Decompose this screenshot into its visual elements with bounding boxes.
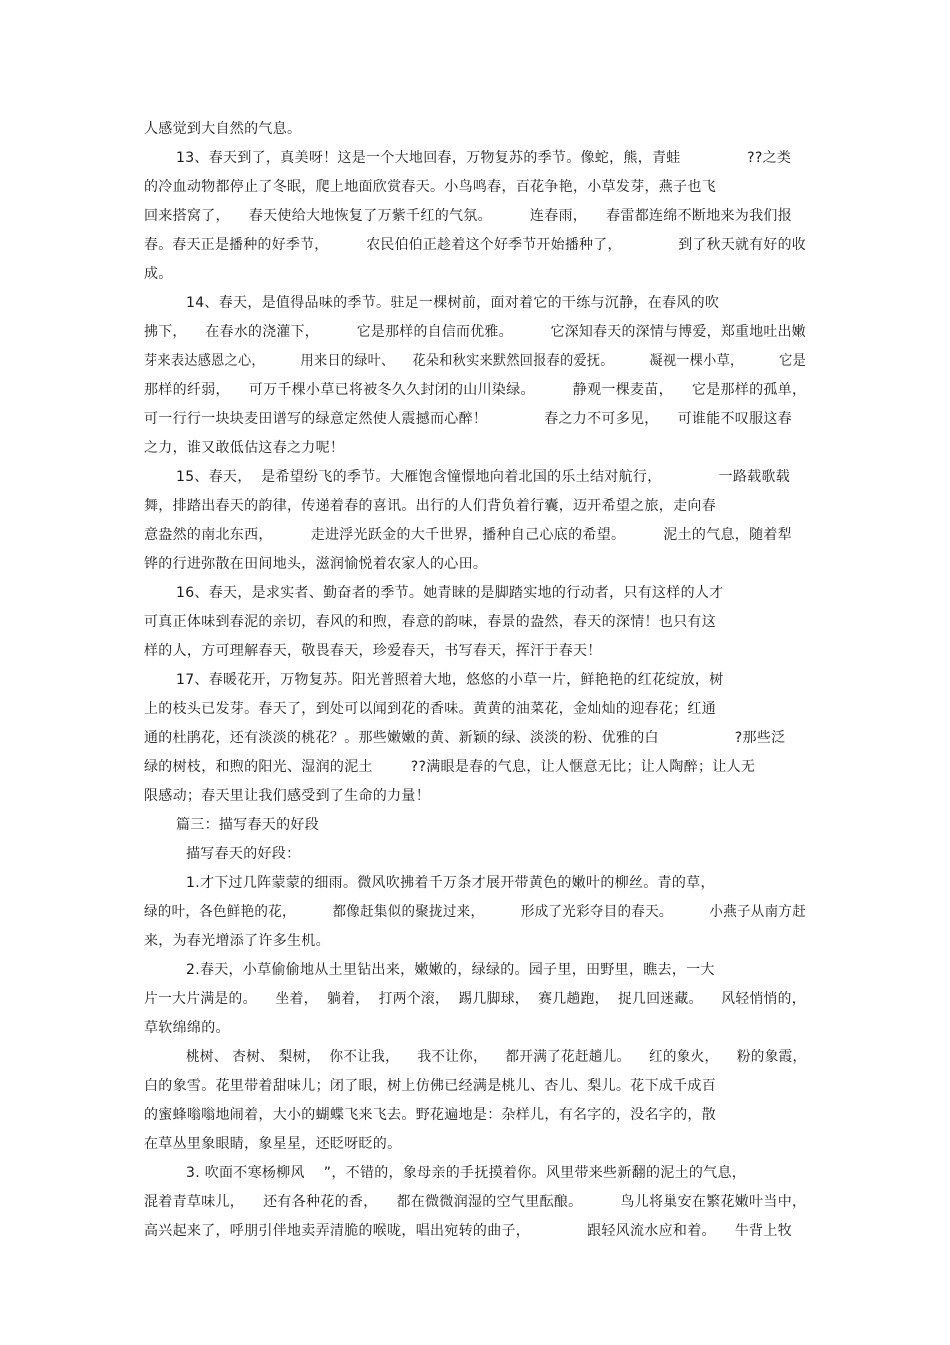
text-line: 桃树、 杏树、 梨树， 你不让我， 我不让你， 都开满了花赶趟儿。 红的象火， 粉的象霞， (186, 1049, 807, 1065)
text-line: 舞，排踏出春天的韵律，传递着春的喜讯。出行的人们背负着行囊，迈开希望之旅，走向春 (144, 498, 716, 514)
text-line: 绿的叶，各色鲜艳的花， 都像赶集似的聚拢过来， 形成了光彩夺目的春天。 小燕子从南方赶 (144, 904, 807, 920)
text-line: 1.才下过几阵蒙蒙的细雨。微风吹拂着千万条才展开带黄色的嫩叶的柳丝。青的草， (186, 875, 715, 891)
text-line: 那样的纤弱， 可万千棵小草已将被冬久久封闭的山川染绿。 静观一棵麦苗， 它是那样的孤单， (144, 382, 807, 398)
subheading: 描写春天的好段： (186, 846, 301, 862)
text-line: 在草丛里象眼睛，象星星，还眨呀眨的。 (144, 1136, 402, 1152)
text-line: 的冷血动物都停止了冬眠，爬上地面欣赏春天。小鸟鸣春，百花争艳，小草发芽，燕子也飞 (144, 179, 716, 195)
text-line: 限感动；春天里让我们感受到了生命的力量！ (144, 788, 430, 804)
text-line: 拂下， 在春水的浇灌下， 它是那样的自信而优雅。 它深知春天的深情与博爱，郑重地吐出嫩 (144, 324, 807, 340)
text-line: 芽来表达感恩之心， 用来日的绿叶、 花朵和秋实来默然回报春的爱抚。 凝视一棵小草， 它是 (144, 353, 807, 369)
text-line: 混着青草味儿， 还有各种花的香， 都在微微润湿的空气里酝酿。 鸟儿将巢安在繁花嫩叶当中， (144, 1194, 807, 1210)
text-line: 高兴起来了，呼朋引伴地卖弄清脆的喉咙，唱出宛转的曲子， 跟轻风流水应和着。 牛背上牧 (144, 1223, 792, 1239)
text-line: 春。春天正是播种的好季节， 农民伯伯正趁着这个好季节开始播种了， 到了秋天就有好的收 (144, 237, 807, 253)
text-line: 上的枝头已发芽。春天了，到处可以闻到花的香味。黄黄的油菜花，金灿灿的迎春花；红通 (144, 701, 716, 717)
text-line: 通的杜鹃花，还有淡淡的桃花？。那些嫩嫩的黄、新颖的绿、淡淡的粉、优雅的白 ?那些泛 (144, 730, 786, 746)
text-line: 人感觉到大自然的气息。 (144, 121, 302, 137)
text-line: 草软绵绵的。 (144, 1020, 230, 1036)
text-line: 2.春天，小草偷偷地从土里钻出来，嫩嫩的，绿绿的。园子里，田野里，瞧去，一大 (186, 962, 715, 978)
text-line: 铧的行进弥散在田间地头，滋润愉悦着农家人的心田。 (144, 556, 488, 572)
text-line: 可真正体味到春泥的亲切，春风的和煦，春意的韵味，春景的盎然，春天的深情！也只有这 (144, 614, 716, 630)
text-line: 13、春天到了，真美呀！这是一个大地回春，万物复苏的季节。像蛇，熊，青蛙 ??之类 (176, 150, 792, 166)
text-line: 意盎然的南北东西， 走进浮光跃金的大千世界，播种自己心底的希望。 泥土的气息，随着犁 (144, 527, 792, 543)
text-line: 片一大片满是的。 坐着， 躺着， 打两个滚， 踢几脚球， 赛几趟跑， 捉几回迷藏。 风轻悄悄的， (144, 991, 806, 1007)
text-line: 绿的树枝，和煦的阳光、湿润的泥土 ??满眼是春的气息，让人惬意无比；让人陶醉；让人无 (144, 759, 756, 775)
text-line: 之力，谁又敢低估这春之力呢！ (144, 440, 345, 456)
text-line: 17、春暖花开，万物复苏。阳光普照着大地，悠悠的小草一片，鲜艳艳的红花绽放，树 (176, 672, 724, 688)
text-line: 15、春天， 是希望纷飞的季节。大雁饱含憧憬地向着北国的乐土结对航行， 一路载歌载 (176, 469, 791, 485)
text-line: 样的人，方可理解春天，敬畏春天，珍爱春天，书写春天，挥汗于春天！ (144, 643, 602, 659)
text-line: 成。 (144, 266, 173, 282)
text-line: 可一行行一块块麦田谱写的绿意定然使人震撼而心醉！ 春之力不可多见， 可谁能不叹服这春 (144, 411, 792, 427)
text-line: 的蜜蜂嗡嗡地闹着，大小的蝴蝶飞来飞去。野花遍地是：杂样儿，有名字的，没名字的，散 (144, 1107, 716, 1123)
text-line: 白的象雪。花里带着甜味儿；闭了眼，树上仿佛已经满是桃儿、杏儿、梨儿。花下成千成百 (144, 1078, 716, 1094)
text-line: 16、春天，是求实者、勤奋者的季节。她青睐的是脚踏实地的行动者，只有这样的人才 (176, 585, 724, 601)
text-line: 回来搭窝了， 春天使给大地恢复了万紫千红的气氛。 连春雨， 春雷都连绵不断地来为我们报 (144, 208, 792, 224)
text-line: 14、春天，是值得品味的季节。驻足一棵树前，面对着它的干练与沉静，在春风的吹 (186, 295, 720, 311)
text-line: 3. 吹面不寒杨柳风 ”，不错的，象母亲的手抚摸着你。风里带来些新翻的泥土的气息， (186, 1165, 747, 1181)
section-heading: 篇三：描写春天的好段 (176, 817, 319, 833)
text-line: 来，为春光增添了许多生机。 (144, 933, 330, 949)
